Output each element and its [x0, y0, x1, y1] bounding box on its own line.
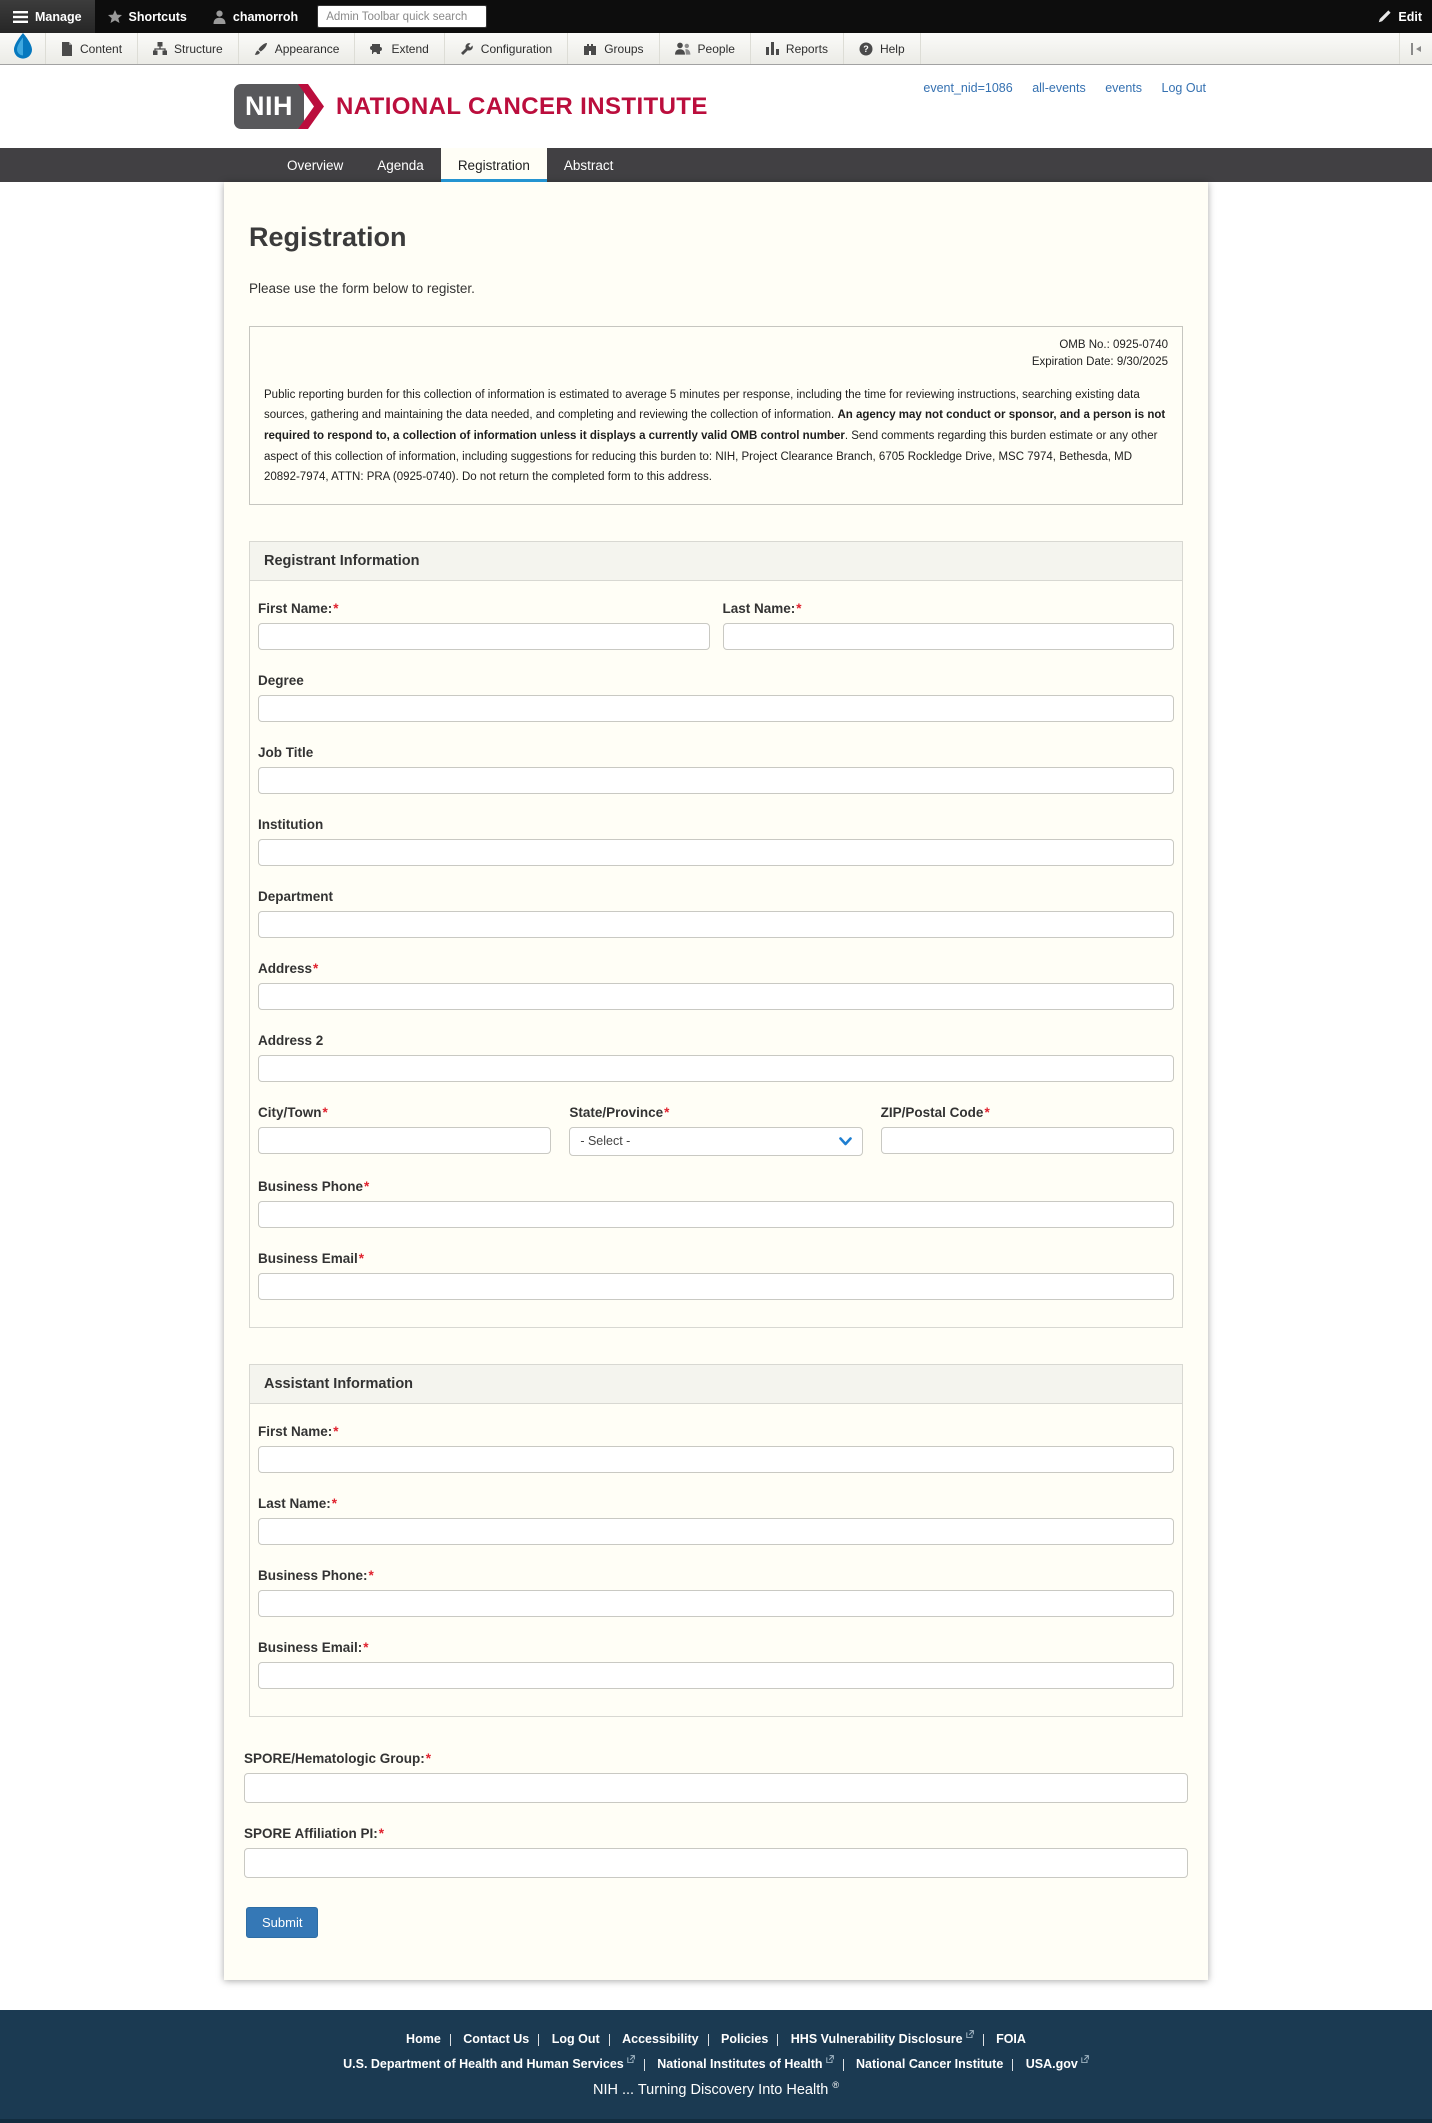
zip-label: ZIP/Postal Code* — [880, 1104, 990, 1120]
manage-menu-button[interactable] — [0, 0, 95, 33]
footer-bottom-strip — [0, 2119, 1432, 2123]
city-input[interactable] — [258, 1127, 551, 1154]
last-name-input[interactable] — [723, 623, 1175, 650]
menu-label: Content — [80, 41, 123, 56]
site-header — [0, 65, 1432, 148]
edit-label: Edit — [1398, 9, 1422, 24]
divider — [843, 2059, 844, 2071]
username-label: chamorroh — [232, 9, 299, 24]
footer-link-hhs-vulnerability-disclosure[interactable]: HHS Vulnerability Disclosure — [791, 2032, 974, 2046]
required-marker: * — [796, 600, 802, 616]
required-marker: * — [425, 1750, 432, 1766]
degree-label: Degree — [258, 672, 304, 688]
first-name-field-group — [258, 601, 710, 650]
degree-field-group — [258, 673, 1174, 722]
first-name-label: First Name:* — [258, 600, 339, 616]
address2-label: Address 2 — [258, 1032, 324, 1048]
external-link-icon — [627, 2055, 635, 2063]
menu-label: Help — [879, 41, 905, 56]
divider — [777, 2034, 778, 2046]
nih-logo-box — [234, 84, 304, 129]
last-name-label: Last Name:* — [722, 600, 802, 616]
spore-group-field-group — [244, 1751, 1188, 1803]
spore-group-input[interactable] — [244, 1773, 1188, 1803]
footer-link-foia[interactable]: FOIA — [996, 2032, 1026, 2047]
menu-item-content[interactable] — [46, 33, 138, 64]
nci-title: NATIONAL CANCER INSTITUTE — [336, 92, 708, 120]
required-marker: * — [378, 1825, 385, 1841]
business-email-field-group — [258, 1251, 1174, 1300]
city-label: City/Town* — [258, 1104, 328, 1120]
drupal-logo — [10, 32, 36, 65]
first-name-input[interactable] — [258, 623, 710, 650]
toolbar-spacer — [493, 0, 1365, 33]
tray-spacer — [921, 33, 1399, 64]
tab-abstract[interactable]: Abstract — [563, 157, 614, 173]
section-nav — [0, 148, 1432, 182]
footer-link-nih[interactable]: National Institutes of Health — [657, 2057, 833, 2071]
institution-input[interactable] — [258, 839, 1174, 866]
page-title: Registration — [249, 222, 407, 252]
tab-registration[interactable]: Registration — [441, 148, 547, 182]
link-event-nid[interactable]: event_nid=1086 — [923, 81, 1013, 95]
main-content — [224, 182, 1208, 1980]
divider — [609, 2034, 610, 2046]
required-marker: * — [333, 1423, 339, 1439]
business-email-label: Business Email* — [258, 1250, 365, 1266]
state-label: State/Province* — [569, 1104, 670, 1120]
link-log-out[interactable]: Log Out — [1161, 81, 1206, 95]
chevron-down-icon — [839, 1137, 852, 1146]
menu-item-structure[interactable] — [138, 33, 239, 64]
footer-link-usagov[interactable]: USA.gov — [1026, 2057, 1089, 2071]
footer-tagline: NIH ... Turning Discovery Into Health ® — [593, 2080, 839, 2099]
external-link-icon — [1081, 2055, 1089, 2063]
assistant-last-name-input[interactable] — [258, 1518, 1174, 1545]
omb-number: OMB No.: 0925-0740 — [1059, 339, 1168, 351]
last-name-field-group — [723, 601, 1175, 650]
required-marker: * — [363, 1639, 369, 1655]
registered-mark: ® — [832, 2080, 839, 2091]
required-marker: * — [368, 1567, 374, 1583]
pencil-icon — [1378, 10, 1391, 23]
spore-pi-field-group — [244, 1826, 1188, 1878]
footer-link-accessibility[interactable]: Accessibility — [622, 2032, 699, 2047]
admin-menu-tray — [0, 33, 1432, 65]
job-title-label: Job Title — [258, 744, 314, 760]
registrant-information-section — [249, 541, 1183, 1328]
submit-button[interactable]: Submit — [246, 1907, 318, 1938]
divider — [983, 2034, 984, 2046]
people-icon — [675, 42, 691, 55]
menu-item-appearance[interactable] — [239, 33, 356, 64]
external-link-icon — [966, 2030, 974, 2038]
required-marker: * — [364, 1178, 370, 1194]
required-marker: * — [664, 1104, 670, 1120]
menu-item-configuration[interactable] — [445, 33, 568, 64]
hamburger-icon — [13, 11, 28, 23]
drupal-home-button[interactable] — [0, 33, 46, 64]
institution-field-group — [258, 817, 1174, 866]
department-label: Department — [258, 888, 334, 904]
nih-chevron-icon — [296, 84, 326, 129]
job-title-field-group — [258, 745, 1174, 794]
omb-body-bold: An agency may not conduct or sponsor, and a person is not required to respond to, a collection of information unless it displays a currently valid OMB control number — [264, 409, 1166, 442]
svg-text:?: ? — [863, 43, 869, 54]
business-phone-label: Business Phone* — [258, 1178, 370, 1194]
menu-item-groups[interactable] — [568, 33, 659, 64]
nih-logo-text: NIH — [245, 91, 293, 121]
required-marker: * — [313, 960, 319, 976]
menu-label: Extend — [391, 41, 429, 56]
required-marker: * — [358, 1250, 365, 1266]
required-marker: * — [984, 1104, 990, 1120]
footer-link-contact-us[interactable]: Contact Us — [463, 2032, 530, 2047]
state-selected-value: - Select - — [580, 1134, 631, 1149]
state-field-group — [569, 1105, 862, 1156]
required-marker: * — [322, 1104, 328, 1120]
state-province-select[interactable] — [569, 1127, 862, 1156]
spore-group-label: SPORE/Hematologic Group:* — [244, 1750, 432, 1766]
omb-expiration: Expiration Date: 9/30/2025 — [1031, 356, 1168, 369]
required-marker: * — [333, 600, 339, 616]
nci-logo[interactable] — [234, 84, 708, 129]
assistant-information-section — [249, 1364, 1183, 1717]
required-marker: * — [331, 1495, 338, 1511]
omb-body — [264, 385, 1168, 488]
admin-search — [311, 0, 493, 33]
address-label: Address* — [258, 960, 319, 976]
user-icon — [213, 10, 226, 24]
divider — [538, 2034, 539, 2046]
admin-toolbar — [0, 0, 1432, 33]
question-circle-icon — [859, 42, 873, 56]
assistant-phone-input[interactable] — [258, 1590, 1174, 1617]
assistant-email-label: Business Email:* — [258, 1639, 369, 1655]
footer-link-log-out[interactable]: Log Out — [551, 2032, 600, 2047]
menu-label: Structure — [174, 41, 223, 56]
assistant-first-name-label: First Name:* — [258, 1423, 339, 1439]
assistant-section-legend: Assistant Information — [250, 1365, 1182, 1404]
menu-item-help[interactable] — [844, 33, 921, 64]
footer-link-policies[interactable]: Policies — [721, 2032, 769, 2047]
puzzle-icon — [370, 42, 384, 56]
footer-links-row1 — [0, 2030, 1432, 2046]
tab-overview[interactable]: Overview — [287, 157, 344, 173]
menu-label: People — [697, 41, 735, 56]
divider — [450, 2034, 451, 2046]
address-input[interactable] — [258, 983, 1174, 1010]
sitemap-icon — [153, 42, 167, 55]
degree-input[interactable] — [258, 695, 1174, 722]
building-icon — [583, 42, 597, 55]
toggle-vertical-icon — [1410, 42, 1422, 56]
spore-pi-label: SPORE Affiliation PI:* — [244, 1825, 385, 1841]
divider — [1012, 2059, 1013, 2071]
paintbrush-icon — [254, 42, 268, 56]
divider — [644, 2059, 645, 2071]
intro-text: Please use the form below to register. — [249, 281, 475, 296]
assistant-email-field-group — [258, 1640, 1174, 1689]
shortcuts-label: Shortcuts — [128, 9, 187, 24]
menu-label: Reports — [785, 41, 828, 56]
divider — [708, 2034, 709, 2046]
edit-button[interactable] — [1365, 0, 1432, 33]
assistant-first-name-field-group — [258, 1424, 1174, 1473]
header-links — [907, 81, 1206, 95]
zip-input[interactable] — [881, 1127, 1174, 1154]
menu-item-reports[interactable] — [751, 33, 844, 64]
job-title-input[interactable] — [258, 767, 1174, 794]
assistant-phone-field-group — [258, 1568, 1174, 1617]
toolbar-orientation-toggle[interactable] — [1399, 33, 1432, 64]
assistant-phone-label: Business Phone:* — [258, 1567, 374, 1583]
omb-body-part2: . Send comments regarding this burden estimate or any other aspect of this collection of information, including suggestions for reducing this burden to: NIH, Project Clearance Branch, 6705 Rockledge Drive, MSC 7974, Bethesda, MD 20892-7974, ATTN: PRA (0925-0740). Do not return the completed form to this address. — [264, 429, 1158, 484]
user-account-button[interactable] — [200, 0, 311, 33]
menu-label: Appearance — [274, 41, 340, 56]
manage-label: Manage — [35, 9, 82, 24]
assistant-email-input[interactable] — [258, 1662, 1174, 1689]
footer-link-nci[interactable]: National Cancer Institute — [856, 2057, 1004, 2072]
menu-label: Configuration — [480, 41, 553, 56]
menu-label: Groups — [604, 41, 644, 56]
city-field-group — [258, 1105, 551, 1156]
bar-chart-icon — [766, 42, 779, 55]
department-field-group — [258, 889, 1174, 938]
menu-item-people[interactable] — [660, 33, 751, 64]
star-icon — [108, 10, 122, 23]
link-events[interactable]: events — [1105, 81, 1143, 95]
footer — [0, 2010, 1432, 2123]
link-all-events[interactable]: all-events — [1032, 81, 1086, 95]
omb-notice-box — [249, 326, 1183, 505]
assistant-first-name-input[interactable] — [258, 1446, 1174, 1473]
registrant-section-legend: Registrant Information — [250, 542, 1182, 581]
admin-search-input[interactable] — [317, 5, 487, 28]
business-phone-input[interactable] — [258, 1201, 1174, 1228]
business-phone-field-group — [258, 1179, 1174, 1228]
tab-agenda[interactable]: Agenda — [377, 157, 424, 173]
address2-field-group — [258, 1033, 1174, 1082]
file-icon — [61, 42, 73, 56]
wrench-icon — [460, 42, 474, 56]
address2-input[interactable] — [258, 1055, 1174, 1082]
department-input[interactable] — [258, 911, 1174, 938]
business-email-input[interactable] — [258, 1273, 1174, 1300]
assistant-last-name-label: Last Name:* — [258, 1495, 338, 1511]
menu-item-extend[interactable] — [355, 33, 444, 64]
address-field-group — [258, 961, 1174, 1010]
zip-field-group — [881, 1105, 1174, 1156]
footer-link-hhs[interactable]: U.S. Department of Health and Human Services — [343, 2057, 635, 2071]
institution-label: Institution — [258, 816, 324, 832]
assistant-last-name-field-group — [258, 1496, 1174, 1545]
footer-link-home[interactable]: Home — [406, 2032, 441, 2047]
shortcuts-button[interactable] — [95, 0, 200, 33]
omb-body-part1: Public reporting burden for this collection of information is estimated to average 5 minutes per response, including the time for reviewing instructions, searching existing data sources, gathering and maintaining the data needed, and completing and reviewing the collection of information. — [264, 388, 1140, 422]
footer-links-row2 — [0, 2055, 1432, 2071]
spore-pi-input[interactable] — [244, 1848, 1188, 1878]
external-link-icon — [826, 2055, 834, 2063]
